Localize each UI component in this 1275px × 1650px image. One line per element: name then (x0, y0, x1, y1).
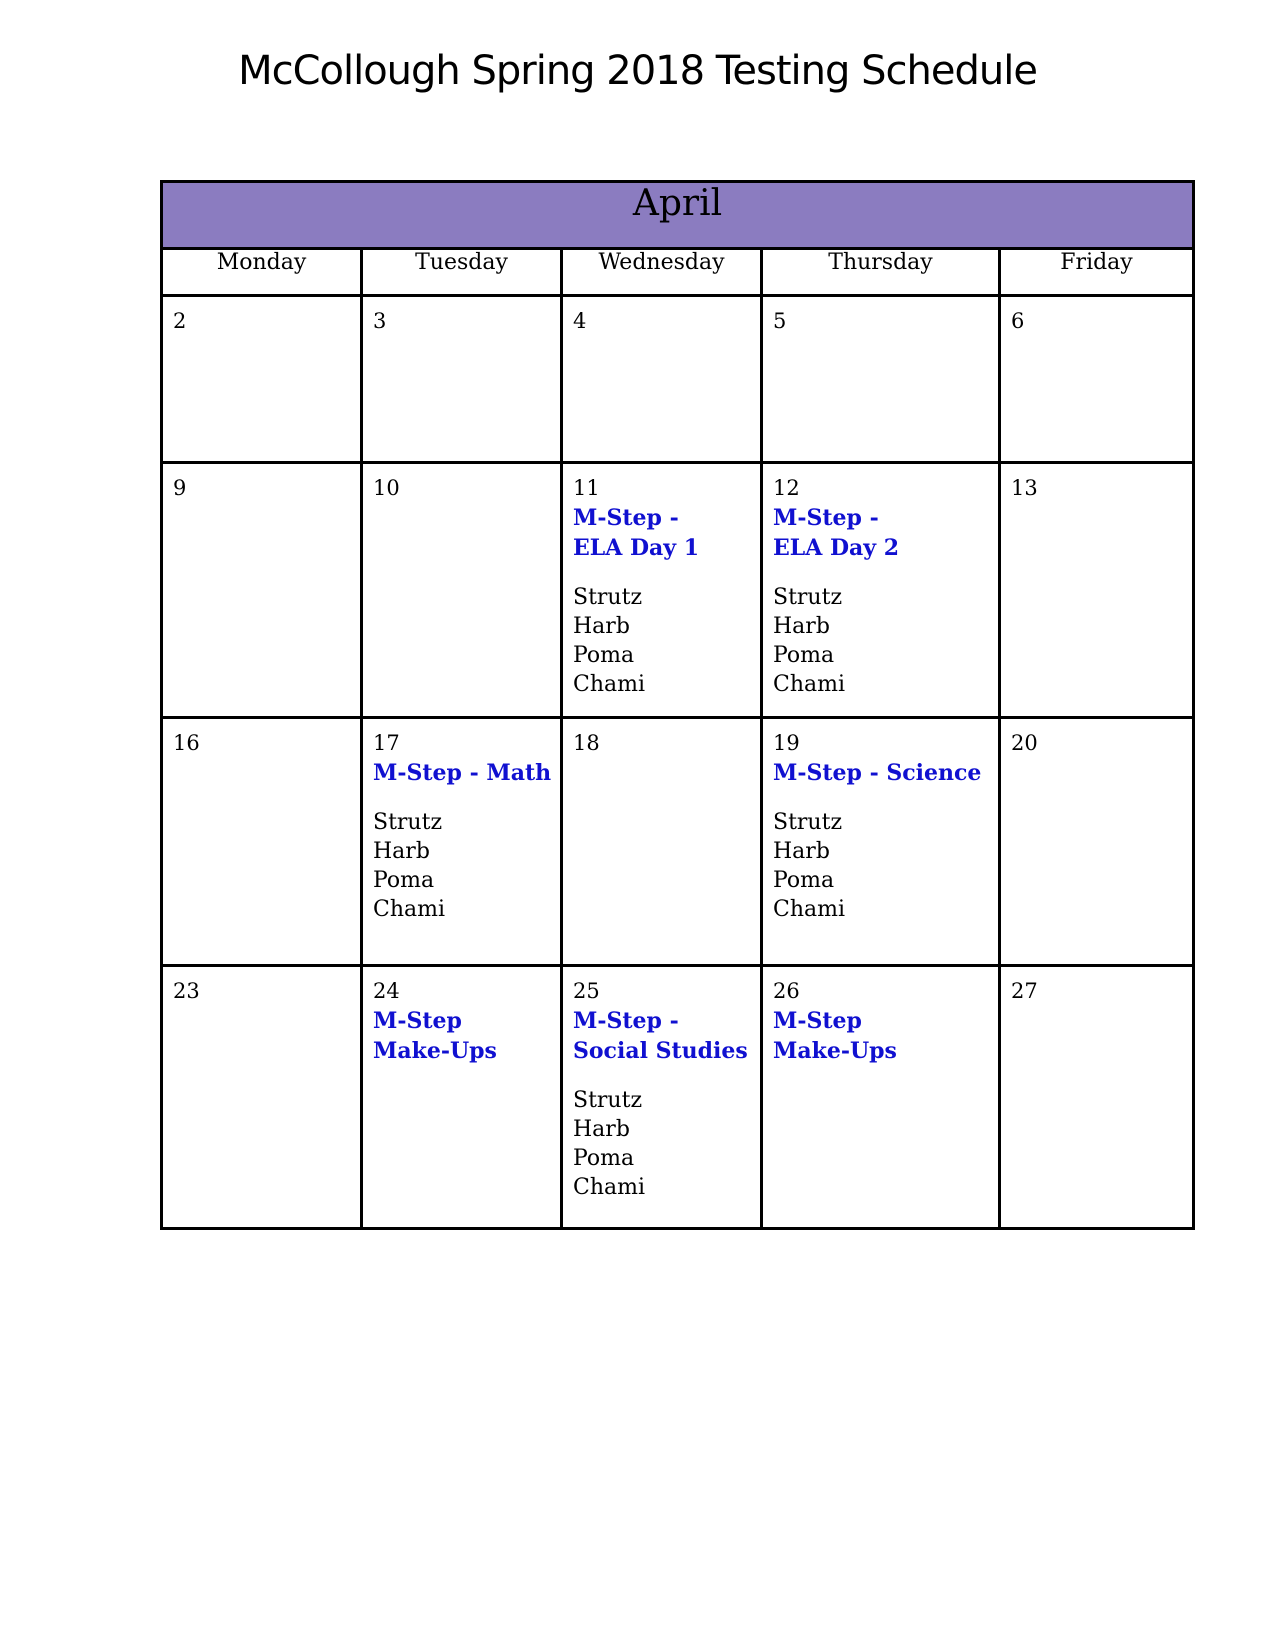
calendar-day-cell (1000, 296, 1194, 463)
calendar-table (160, 180, 1195, 1230)
proctor-name: Strutz (573, 1088, 643, 1113)
event-title: M-Step - Math (373, 760, 552, 786)
proctor-name: Chami (773, 897, 846, 922)
date-number: 27 (1011, 979, 1038, 1003)
calendar-week-1 (162, 296, 1194, 463)
date-number: 10 (373, 476, 400, 500)
event-title: M-Step - ELA Day 2 (773, 505, 900, 561)
date-number: 17 (373, 731, 400, 755)
calendar-week-2 (162, 463, 1194, 718)
calendar-day-cell (1000, 718, 1194, 966)
proctor-name: Poma (773, 868, 835, 893)
weekday-header-friday: Friday (1000, 249, 1194, 296)
calendar-day-cell (562, 966, 762, 1229)
calendar-day-cell (362, 966, 562, 1229)
proctor-name: Chami (373, 897, 446, 922)
proctor-name: Harb (773, 839, 830, 864)
event-title: M-Step Make-Ups (773, 1008, 897, 1064)
calendar-day-cell (762, 463, 1000, 718)
proctor-list (573, 1086, 754, 1202)
calendar-day-cell (562, 463, 762, 718)
proctor-name: Poma (373, 868, 435, 893)
date-number: 24 (373, 979, 400, 1003)
proctor-name: Harb (373, 839, 430, 864)
date-number: 6 (1011, 309, 1025, 333)
date-number: 16 (173, 731, 200, 755)
proctor-name: Poma (773, 643, 835, 668)
calendar-day-cell (562, 718, 762, 966)
proctor-name: Strutz (373, 810, 443, 835)
calendar-day-cell (162, 966, 362, 1229)
date-number: 4 (573, 309, 587, 333)
calendar-week-3 (162, 718, 1194, 966)
calendar-day-cell (362, 463, 562, 718)
event-title: M-Step - Science (773, 760, 982, 786)
date-number: 2 (173, 309, 187, 333)
proctor-name: Chami (573, 672, 646, 697)
proctor-name: Strutz (773, 810, 843, 835)
proctor-name: Chami (573, 1175, 646, 1200)
proctor-name: Poma (573, 1146, 635, 1171)
weekday-header-thursday: Thursday (762, 249, 1000, 296)
date-number: 9 (173, 476, 187, 500)
calendar-day-cell (362, 296, 562, 463)
proctor-name: Harb (573, 1117, 630, 1142)
proctor-list (573, 583, 754, 699)
date-number: 5 (773, 309, 787, 333)
document-title: McCollough Spring 2018 Testing Schedule (238, 48, 1037, 94)
calendar-day-cell (762, 966, 1000, 1229)
calendar-day-cell (162, 296, 362, 463)
weekday-header-monday: Monday (162, 249, 362, 296)
event-title: M-Step Make-Ups (373, 1008, 497, 1064)
date-number: 11 (573, 476, 600, 500)
weekday-header-wednesday: Wednesday (562, 249, 762, 296)
proctor-name: Harb (773, 614, 830, 639)
calendar-day-cell (762, 718, 1000, 966)
proctor-name: Chami (773, 672, 846, 697)
calendar-day-cell (162, 463, 362, 718)
weekday-header-tuesday: Tuesday (362, 249, 562, 296)
proctor-list (773, 583, 992, 699)
date-number: 23 (173, 979, 200, 1003)
proctor-name: Strutz (573, 585, 643, 610)
calendar-week-4 (162, 966, 1194, 1229)
calendar-day-cell (762, 296, 1000, 463)
date-number: 3 (373, 309, 387, 333)
date-number: 20 (1011, 731, 1038, 755)
proctor-list (773, 808, 992, 924)
proctor-name: Poma (573, 643, 635, 668)
date-number: 13 (1011, 476, 1038, 500)
date-number: 19 (773, 731, 800, 755)
event-title: M-Step - Social Studies (573, 1008, 748, 1064)
proctor-name: Harb (573, 614, 630, 639)
calendar-day-cell (1000, 966, 1194, 1229)
proctor-list (373, 808, 554, 924)
event-title: M-Step - ELA Day 1 (573, 505, 700, 561)
month-header: April (162, 182, 1194, 249)
calendar-day-cell (162, 718, 362, 966)
date-number: 18 (573, 731, 600, 755)
date-number: 26 (773, 979, 800, 1003)
date-number: 25 (573, 979, 600, 1003)
calendar-day-cell (362, 718, 562, 966)
calendar-day-cell (562, 296, 762, 463)
date-number: 12 (773, 476, 800, 500)
proctor-name: Strutz (773, 585, 843, 610)
calendar-day-cell (1000, 463, 1194, 718)
